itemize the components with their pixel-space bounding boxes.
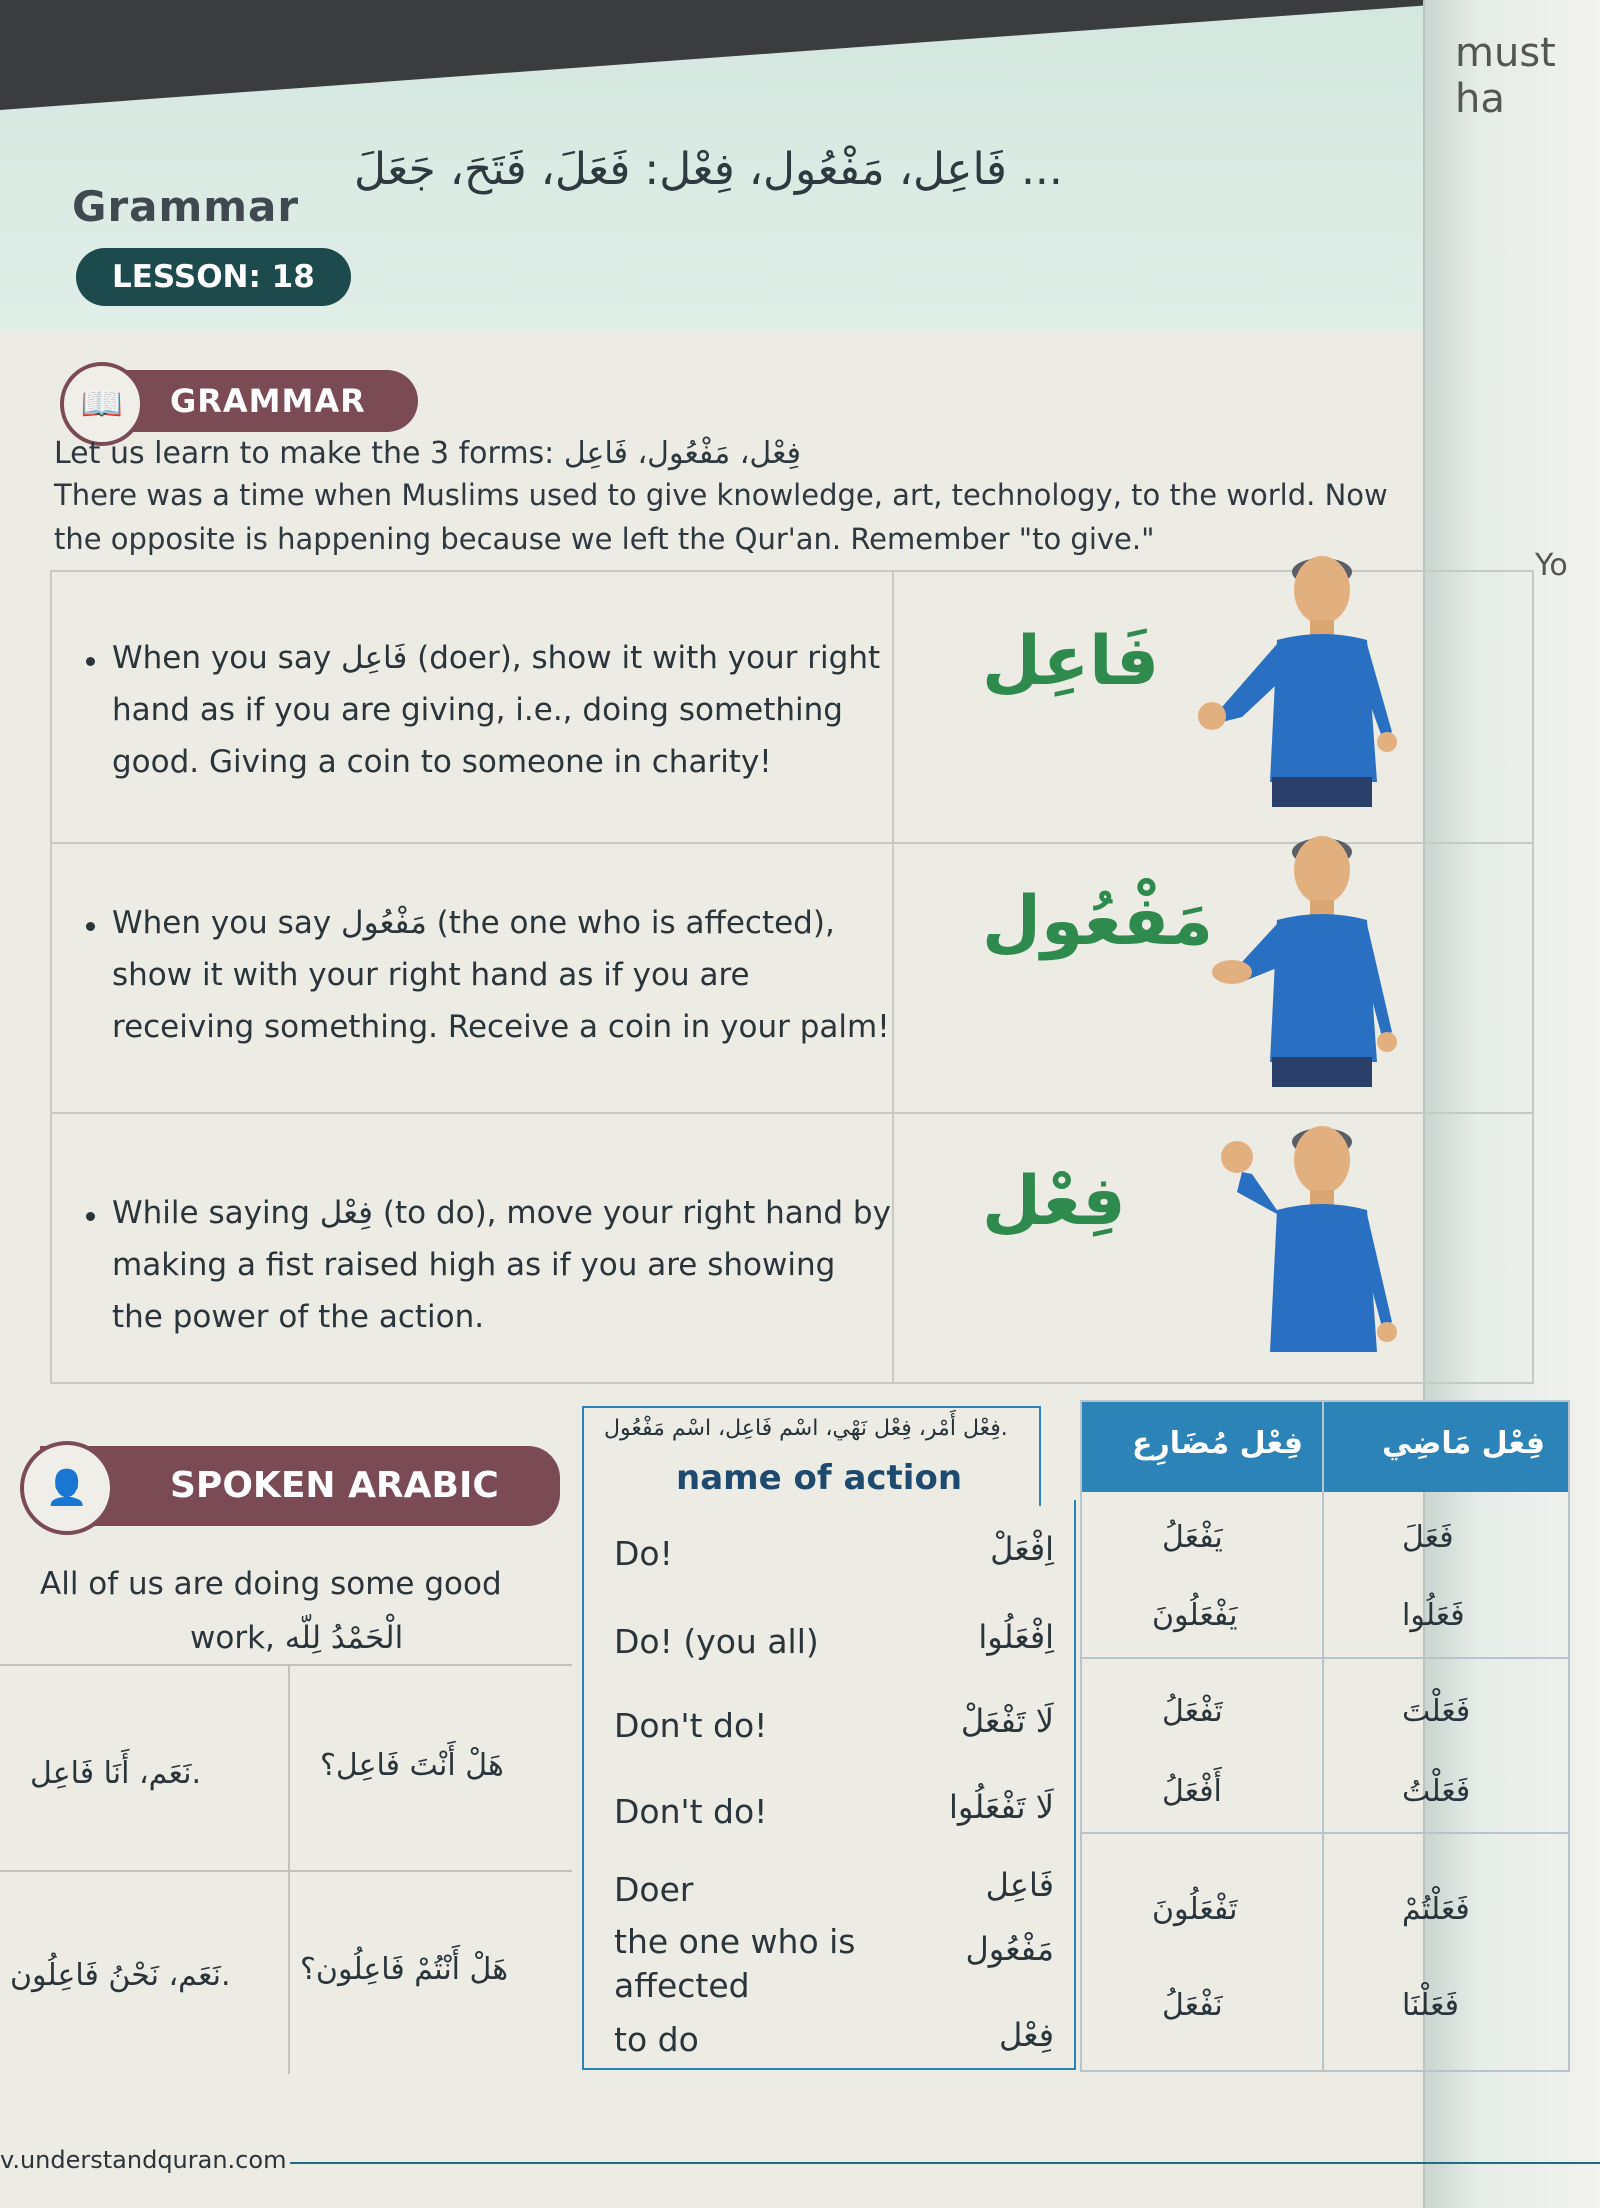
verb-past: فَعَلُوا [1402,1598,1465,1633]
intro-line-1: Let us learn to make the 3 forms: فِعْل، مَفْعُول، فَاعِل [54,436,801,471]
gesture-description: While saying فِعْل (to do), move your right hand by making a fist raised high as if you are showing the power of the action. [112,1195,891,1335]
verb-table-divider [1322,1402,1324,2070]
action-english: the one who is affected [614,1922,856,2005]
gesture-row-doer [52,572,1532,844]
action-arabic: مَفْعُول [965,1930,1054,1968]
spoken-line-2: work, الْحَمْدُ لِلّه [190,1620,404,1656]
intro-line-3: the opposite is happening because we left the Qur'an. Remember "to give." [54,522,1155,556]
action-english: Do! (you all) [614,1622,819,1661]
gesture-table [50,570,1534,1384]
verb-past: فَعَلْتَ [1402,1694,1471,1729]
speaker-avatar-icon: 👤 [20,1441,114,1535]
verb-present: يَفْعَلُونَ [1152,1598,1238,1633]
action-table-header [582,1406,1041,1506]
action-table-header-arabic: فِعْل أَمْر، فِعْل نَهْي، اسْم فَاعِل، اسْم مَفْعُول. [604,1416,1008,1441]
gesture-arabic-word: مَفْعُول [982,882,1214,961]
action-row [614,1788,1064,1831]
action-row [614,1618,1064,1661]
bullet [86,1212,95,1221]
gesture-description: When you say فَاعِل (doer), show it with your right hand as if you are giving, i.e., doing something good. Giving a coin to someone in charity! [112,640,881,780]
verb-row-separator [1082,1657,1568,1659]
action-arabic: اِفْعَلُوا [978,1618,1054,1656]
action-row [614,1530,1064,1573]
action-row [614,1866,1064,1909]
verb-row-separator [1082,1832,1568,1834]
section-title: Grammar [72,182,300,231]
verb-past: فَعَلْتُ [1402,1774,1471,1809]
verb-conjugation-table [1080,1400,1570,2072]
verb-col-past: فِعْل مَاضِي [1382,1426,1545,1461]
action-english: Do! [614,1534,673,1573]
action-arabic: فَاعِل [985,1866,1054,1904]
verb-present: نَفْعَلُ [1162,1988,1223,2023]
verb-past: فَعَلَ [1402,1520,1454,1555]
intro-line-2: There was a time when Muslims used to give knowledge, art, technology, to the world. Now [54,478,1388,512]
footer-rule [290,2162,1600,2164]
person-giving-figure [1182,532,1442,832]
action-arabic: لَا تَفْعَلْ [960,1702,1054,1740]
footer-website: v.understandquran.com [0,2146,287,2174]
grammar-chip [78,370,418,432]
lesson-badge: LESSON: 18 [76,248,351,306]
adjacent-page-text: must ha [1455,30,1556,122]
action-table-header-english: name of action [676,1458,963,1498]
action-english: Don't do! [614,1706,768,1745]
bullet [86,657,95,666]
verb-present: أَفْعَلُ [1162,1774,1222,1809]
book-icon: 📖 [60,362,144,446]
qa-question: هَلْ أَنْتُمْ فَاعِلُون؟ [300,1952,509,1987]
action-arabic: اِفْعَلْ [990,1530,1054,1568]
action-english: Doer [614,1870,694,1909]
gesture-arabic-word: فَاعِل [982,622,1160,701]
spoken-arabic-chip [40,1446,560,1526]
qa-answer: نَعَم، أَنَا فَاعِل. [30,1756,202,1791]
lesson-arabic-title: فَاعِل، مَفْعُول، فِعْل: فَعَلَ، فَتَحَ، جَعَلَ ... [354,144,1063,195]
dark-background-corner [0,0,1500,110]
action-row [614,2016,1064,2059]
verb-past: فَعَلْتُمْ [1402,1892,1470,1927]
person-fist-figure [1182,1112,1442,1382]
verb-past: فَعَلْنَا [1402,1988,1459,2023]
spoken-line-1: All of us are doing some good [40,1566,502,1602]
action-table [582,1500,1076,2070]
qa-question: هَلْ أَنْتَ فَاعِل؟ [320,1748,504,1783]
person-receiving-figure [1182,812,1442,1112]
grammar-chip-label: GRAMMAR [170,382,366,420]
gesture-arabic-word: فِعْل [982,1162,1126,1241]
gesture-row-do [52,1112,1532,1382]
verb-table-header [1082,1402,1568,1492]
qa-row-separator [0,1870,572,1872]
adjacent-page-text-2: Yo [1535,548,1568,583]
action-row [614,1920,914,2008]
gesture-description: When you say مَفْعُول (the one who is affected), show it with your right hand as if you are receiving something. Receive a coin in your palm! [112,905,890,1045]
action-arabic: لَا تَفْعَلُوا [949,1788,1054,1826]
action-english: Don't do! [614,1792,768,1831]
bullet [86,922,95,931]
spoken-qa-table [0,1664,572,2074]
verb-present: تَفْعَلُونَ [1152,1892,1238,1927]
verb-present: تَفْعَلُ [1162,1694,1223,1729]
spoken-arabic-chip-label: SPOKEN ARABIC [170,1465,499,1506]
qa-answer: نَعَم، نَحْنُ فَاعِلُون. [10,1958,231,1993]
gesture-row-affected [52,842,1532,1114]
action-row [614,1702,1064,1745]
action-arabic: فِعْل [999,2016,1054,2054]
verb-present: يَفْعَلُ [1162,1520,1223,1555]
action-english: to do [614,2020,699,2059]
verb-col-present: فِعْل مُضَارِع [1132,1426,1303,1461]
